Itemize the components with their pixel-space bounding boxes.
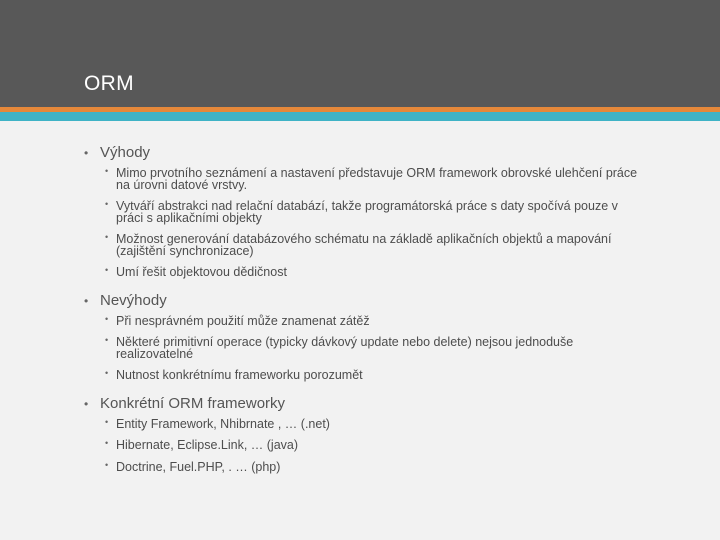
section-heading: Výhody [100,144,151,161]
list-item: • Entity Framework, Nhibrnate , … (.net) [105,416,330,431]
list-item: • Doctrine, Fuel.PHP, . … (php) [105,459,281,474]
bullet-icon: • [105,368,109,378]
slide-content [84,144,644,486]
section-disadvantages [84,292,644,382]
bullet-icon: • [105,199,109,209]
section-heading: Konkrétní ORM frameworky [100,394,286,412]
bullet-icon: • [84,293,89,308]
list-item: • Mimo prvotního seznámení a nastavení představuje ORM framework obrovské ulehčení práce na úrovni datové vrstvy. [105,166,638,192]
list-item: • Hibernate, Eclipse.Link, … (java) [105,438,299,452]
slide-title: ORM [84,72,134,95]
list-item: • Při nesprávném použití může znamenat zátěž [105,313,370,328]
list-item: • Možnost generování databázového schématu na základě aplikačních objektů a mapování (zajištění synchronizace) [105,232,612,258]
section-advantages [84,144,644,279]
bullet-icon: • [105,335,109,345]
bullet-icon: • [105,232,109,242]
list-item: • Nutnost konkrétnímu frameworku porozumět [105,368,363,382]
slide-header [0,0,720,107]
bullet-icon: • [84,146,89,160]
bullet-icon: • [105,166,109,176]
bullet-icon: • [105,438,109,448]
section-heading: Nevýhody [100,291,167,309]
list-item: • Některé primitivní operace (typicky dávkový update nebo delete) nejsou jednoduše realizovatelné [105,335,574,361]
list-item: • Umí řešit objektovou dědičnost [105,265,287,279]
section-frameworks [84,395,644,474]
bullet-icon: • [105,265,109,275]
bullet-icon: • [105,313,109,324]
bullet-icon: • [84,396,89,411]
accent-stripe-teal [0,112,720,121]
list-item: • Vytváří abstrakci nad relační databází, takže programátorská práce s daty spočívá pouze v práci s aplikačními objekty [105,199,618,225]
bullet-icon: • [105,416,109,427]
bullet-icon: • [105,459,109,470]
